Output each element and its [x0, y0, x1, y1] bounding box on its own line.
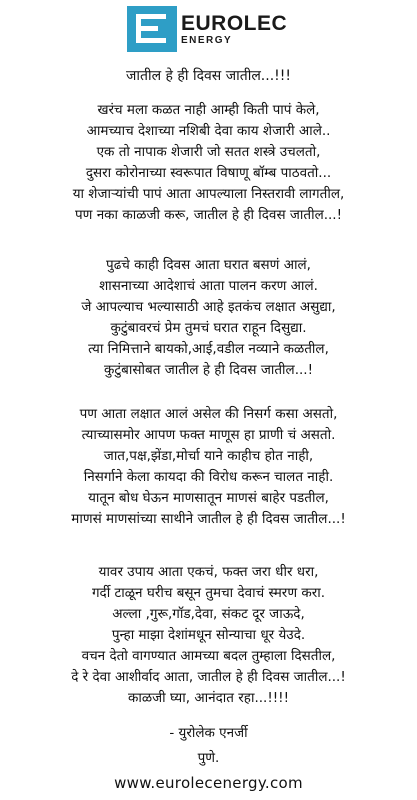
poem-line: पण नका काळजी करू, जातील हे ही दिवस जातील...! [74, 207, 343, 223]
poem-line: कुटुंबावरचं प्रेम तुमचं घरात राहून दिसुद्या. [110, 320, 307, 336]
poem-line: कुटुंबासोबत जातील हे ही दिवस जातील...! [104, 362, 313, 378]
poem-line: आमच्याच देशाच्या नशिबी देवा काय शेजारी आले.. [86, 123, 331, 139]
city-name: पुणे. [197, 750, 220, 766]
logo-subtitle: ENERGY [181, 34, 233, 46]
poem-line: पण आता लक्षात आलं असेल की निसर्ग कसा असतो, [79, 406, 338, 422]
poem-line: खरंच मला कळत नाही आम्ही किती पापं केले, [97, 102, 320, 118]
poem-line: निसर्गाने केला कायदा की विरोध करून चालत नाही. [83, 469, 334, 485]
poem-line: वचन देतो वागण्यात आमच्या बदल तुम्हाला दिसतील, [81, 648, 336, 664]
eurolec-logo [127, 6, 287, 52]
poem-line: अल्ला ,गुरू,गॉड,देवा, संकट दूर जाऊदे, [112, 606, 305, 622]
poem-line: एक तो नापाक शेजारी जो सतत शस्त्रे उचलतो, [96, 144, 321, 160]
stanza-2 [0, 255, 417, 381]
logo-e-icon [127, 6, 177, 52]
poem-line: यातून बोध घेऊन माणसातून माणसं बाहेर पडतील, [88, 490, 329, 506]
poem-line: पुन्हा माझा देशांमधून सोन्याचा धूर येउदे. [111, 627, 306, 643]
poem-line: जात,पक्ष,झेंडा,मोर्चा याने काहीच होत नाही, [103, 448, 314, 464]
signature: - युरोलेक एनर्जी [169, 725, 248, 741]
stanza-3 [0, 404, 417, 530]
poem-line: त्याच्यासमोर आपण फक्त माणूस हा प्राणी चं असतो. [81, 427, 336, 443]
poem-line: जे आपल्याच भल्यासाठी आहे इतकंच लक्षात असुद्या, [81, 299, 336, 315]
logo-name: EUROLEC [181, 11, 288, 35]
poem-line: गर्दी टाळून घरीच बसून तुमचा देवाचं स्मरण करा. [91, 585, 326, 601]
poem-line: त्या निमित्ताने बायको,आई,वडील नव्याने कळतील, [88, 341, 329, 357]
poem-line: शासनाच्या आदेशाचं आता पालन करण आलं. [99, 278, 318, 294]
poem-line: या शेजाऱ्यांची पापं आता आपल्याला निस्तरावी लागतील, [72, 186, 345, 202]
poem-line: काळजी घ्या, आनंदात रहा...!!!! [128, 690, 289, 706]
poem-line: दे रे देवा आशीर्वाद आता, जातील हे ही दिवस जातील...! [71, 669, 346, 685]
poem-line: दुसरा कोरोनाच्या स्वरूपात विषाणू बॉम्ब पाठवतो... [85, 165, 332, 181]
logo-wordmark [181, 13, 287, 46]
stanza-4 [0, 562, 417, 709]
poem-line: पुढचे काही दिवस आता घरात बसणं आलं, [106, 257, 311, 273]
poem-line: माणसं माणसांच्या साथीने जातील हे ही दिवस जातील...! [71, 511, 346, 527]
stanza-1 [0, 100, 417, 226]
website-url: www.eurolecenergy.com [114, 774, 303, 792]
poem-line: यावर उपाय आता एकचं, फक्त जरा धीर धरा, [98, 564, 319, 580]
poem-title: जातील हे ही दिवस जातील...!!! [125, 68, 291, 84]
